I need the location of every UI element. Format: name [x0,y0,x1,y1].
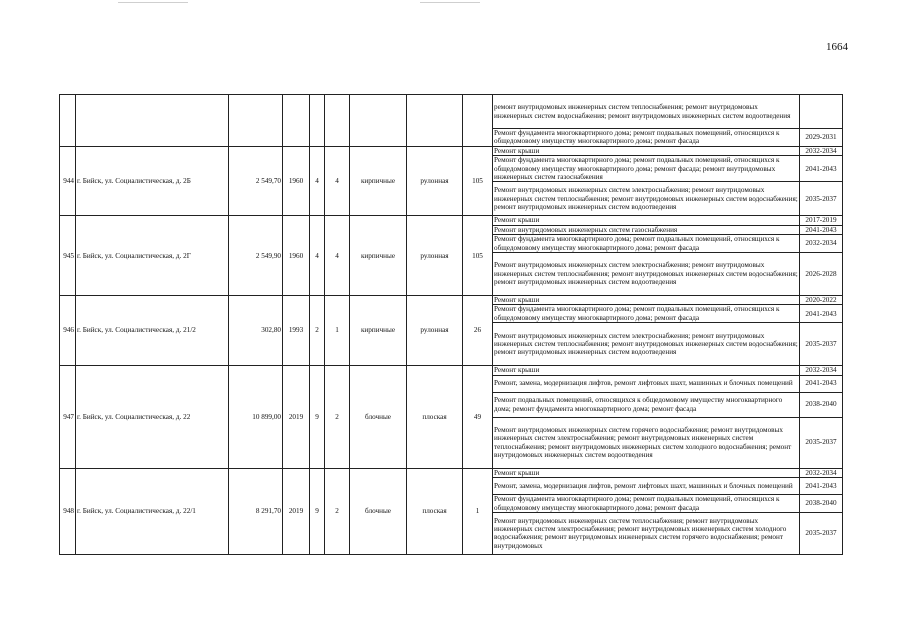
table-row [60,146,843,155]
work-period: 2032-2034 [800,146,843,155]
address-cell [76,95,229,147]
work-period: 2041-2043 [800,478,843,495]
work-description: Ремонт фундамента многоквартирного дома; ремонт подвальных помещений, относящихся к общедомовому имуществу многоквартирного дома; ремонт фасада [493,305,800,323]
work-period: 2038-2040 [800,495,843,513]
walls-cell [350,95,407,147]
building-area: 2 549,90 [229,216,283,296]
table-row [60,468,843,477]
building-area: 10 899,00 [229,366,283,468]
work-period: 2032-2034 [800,235,843,253]
roof-type: рулонная [407,296,463,366]
scan-artifact [118,2,188,3]
building-entrances: 4 [325,216,350,296]
building-floors: 2 [310,296,325,366]
building-area: 8 291,70 [229,468,283,554]
work-description: Ремонт внутридомовых инженерных систем электроснабжения; ремонт внутридомовых инженерных систем теплоснабжения; ремонт внутридомовых инженерных систем водоснабжения; ремонт внутридомовых инженерных систем водоотведения [493,323,800,366]
work-description: Ремонт внутридомовых инженерных систем электроснабжения; ремонт внутридомовых инженерных систем теплоснабжения; ремонт внутридомовых инженерных систем водоснабжения; ремонт внутридомовых инженерных систем водоотведения [493,182,800,216]
wall-material: блочные [350,366,407,468]
building-floors: 4 [310,216,325,296]
building-number-cell [60,95,76,147]
building-number: 946 [60,296,76,366]
building-year: 1993 [283,296,310,366]
residents-count: 105 [463,216,493,296]
roof-type: рулонная [407,216,463,296]
work-description: Ремонт, замена, модернизация лифтов, ремонт лифтовых шахт, машинных и блочных помещений [493,478,800,495]
building-number: 947 [60,366,76,468]
work-period: 2035-2037 [800,417,843,468]
area-cell [229,95,283,147]
work-period: 2026-2028 [800,253,843,296]
page-number: 1664 [826,41,848,53]
work-description: Ремонт подвальных помещений, относящихся к общедомовому имуществу многоквартирного дома; ремонт фундамента многоквартирного дома; ремонт фасада [493,392,800,417]
building-entrances: 1 [325,296,350,366]
table-row [60,366,843,375]
work-period: 2041-2043 [800,305,843,323]
work-description: ремонт внутридомовых инженерных систем теплоснабжения; ремонт внутридомовых инженерных систем водоснабжения; ремонт внутридомовых инженерных систем водоотведения [493,95,800,129]
residents-count: 26 [463,296,493,366]
building-number: 945 [60,216,76,296]
building-number: 944 [60,146,76,216]
wall-material: кирпичные [350,296,407,366]
roof-type: рулонная [407,146,463,216]
work-period: 2032-2034 [800,366,843,375]
building-address: г. Бийск, ул. Социалистическая, д. 2Г [76,216,229,296]
repair-schedule-table [59,94,843,555]
wall-material: блочные [350,468,407,554]
building-floors: 9 [310,468,325,554]
roof-cell [407,95,463,147]
work-period: 2035-2037 [800,182,843,216]
building-address: г. Бийск, ул. Социалистическая, д. 22/1 [76,468,229,554]
building-address: г. Бийск, ул. Социалистическая, д. 21/2 [76,296,229,366]
work-description: Ремонт внутридомовых инженерных систем горячего водоснабжения; ремонт внутридомовых инженерных систем электроснабжения; ремонт внутридомовых инженерных систем теплоснабжения; ремонт внутридомовых инженерных систем холодного водоснабжения; ремонт внутридомовых инженерных систем водоотведения [493,417,800,468]
building-address: г. Бийск, ул. Социалистическая, д. 2Б [76,146,229,216]
work-description: Ремонт крыши [493,216,800,225]
residents-count: 1 [463,468,493,554]
year-cell [283,95,310,147]
work-description: Ремонт внутридомовых инженерных систем теплоснабжения; ремонт внутридомовых инженерных систем электроснабжения; ремонт внутридомовых инженерных систем холодного водоснабжения; ремонт внутридомовых инженерных систем горячего водоснабжения; ремонт внутридомовых [493,512,800,554]
work-description: Ремонт фундамента многоквартирного дома; ремонт подвальных помещений, относящихся к общедомовому имуществу многоквартирного дома; ремонт фасада [493,495,800,513]
table-row [60,296,843,305]
work-description: Ремонт крыши [493,468,800,477]
work-period: 2038-2040 [800,392,843,417]
building-area: 302,80 [229,296,283,366]
work-period: 2035-2037 [800,323,843,366]
building-entrances: 2 [325,468,350,554]
work-description: Ремонт фундамента многоквартирного дома; ремонт подвальных помещений, относящихся к общедомовому имуществу многоквартирного дома; ремонт фасада [493,129,800,147]
residents-cell [463,95,493,147]
work-description: Ремонт крыши [493,296,800,305]
work-period: 2041-2043 [800,156,843,182]
work-period: 2035-2037 [800,512,843,554]
building-floors: 4 [310,146,325,216]
building-floors: 9 [310,366,325,468]
work-description: Ремонт крыши [493,366,800,375]
building-entrances: 2 [325,366,350,468]
work-description: Ремонт внутридомовых инженерных систем электроснабжения; ремонт внутридомовых инженерных систем теплоснабжения; ремонт внутридомовых инженерных систем водоснабжения; ремонт внутридомовых инженерных систем водоотведения [493,253,800,296]
work-description: Ремонт фундамента многоквартирного дома; ремонт подвальных помещений, относящихся к общедомовому имуществу многоквартирного дома; ремонт фасада; ремонт внутридомовых инженерных систем газоснабжения [493,156,800,182]
roof-type: плоская [407,366,463,468]
building-area: 2 549,70 [229,146,283,216]
scan-artifact [420,2,480,3]
work-description: Ремонт, замена, модернизация лифтов, ремонт лифтовых шахт, машинных и блочных помещений [493,375,800,392]
wall-material: кирпичные [350,146,407,216]
building-year: 2019 [283,366,310,468]
building-year: 2019 [283,468,310,554]
wall-material: кирпичные [350,216,407,296]
work-description: Ремонт внутридомовых инженерных систем газоснабжения [493,225,800,234]
building-year: 1960 [283,216,310,296]
work-description: Ремонт крыши [493,146,800,155]
floors-cell [310,95,325,147]
building-number: 948 [60,468,76,554]
work-period [800,95,843,129]
table-row [60,95,843,129]
building-entrances: 4 [325,146,350,216]
work-period: 2020-2022 [800,296,843,305]
work-period: 2032-2034 [800,468,843,477]
table-row [60,216,843,225]
residents-count: 49 [463,366,493,468]
work-period: 2041-2043 [800,375,843,392]
work-period: 2017-2019 [800,216,843,225]
work-description: Ремонт фундамента многоквартирного дома; ремонт подвальных помещений, относящихся к общедомовому имуществу многоквартирного дома; ремонт фасада [493,235,800,253]
entrances-cell [325,95,350,147]
building-year: 1960 [283,146,310,216]
roof-type: плоская [407,468,463,554]
work-period: 2041-2043 [800,225,843,234]
residents-count: 105 [463,146,493,216]
work-period: 2029-2031 [800,129,843,147]
building-address: г. Бийск, ул. Социалистическая, д. 22 [76,366,229,468]
